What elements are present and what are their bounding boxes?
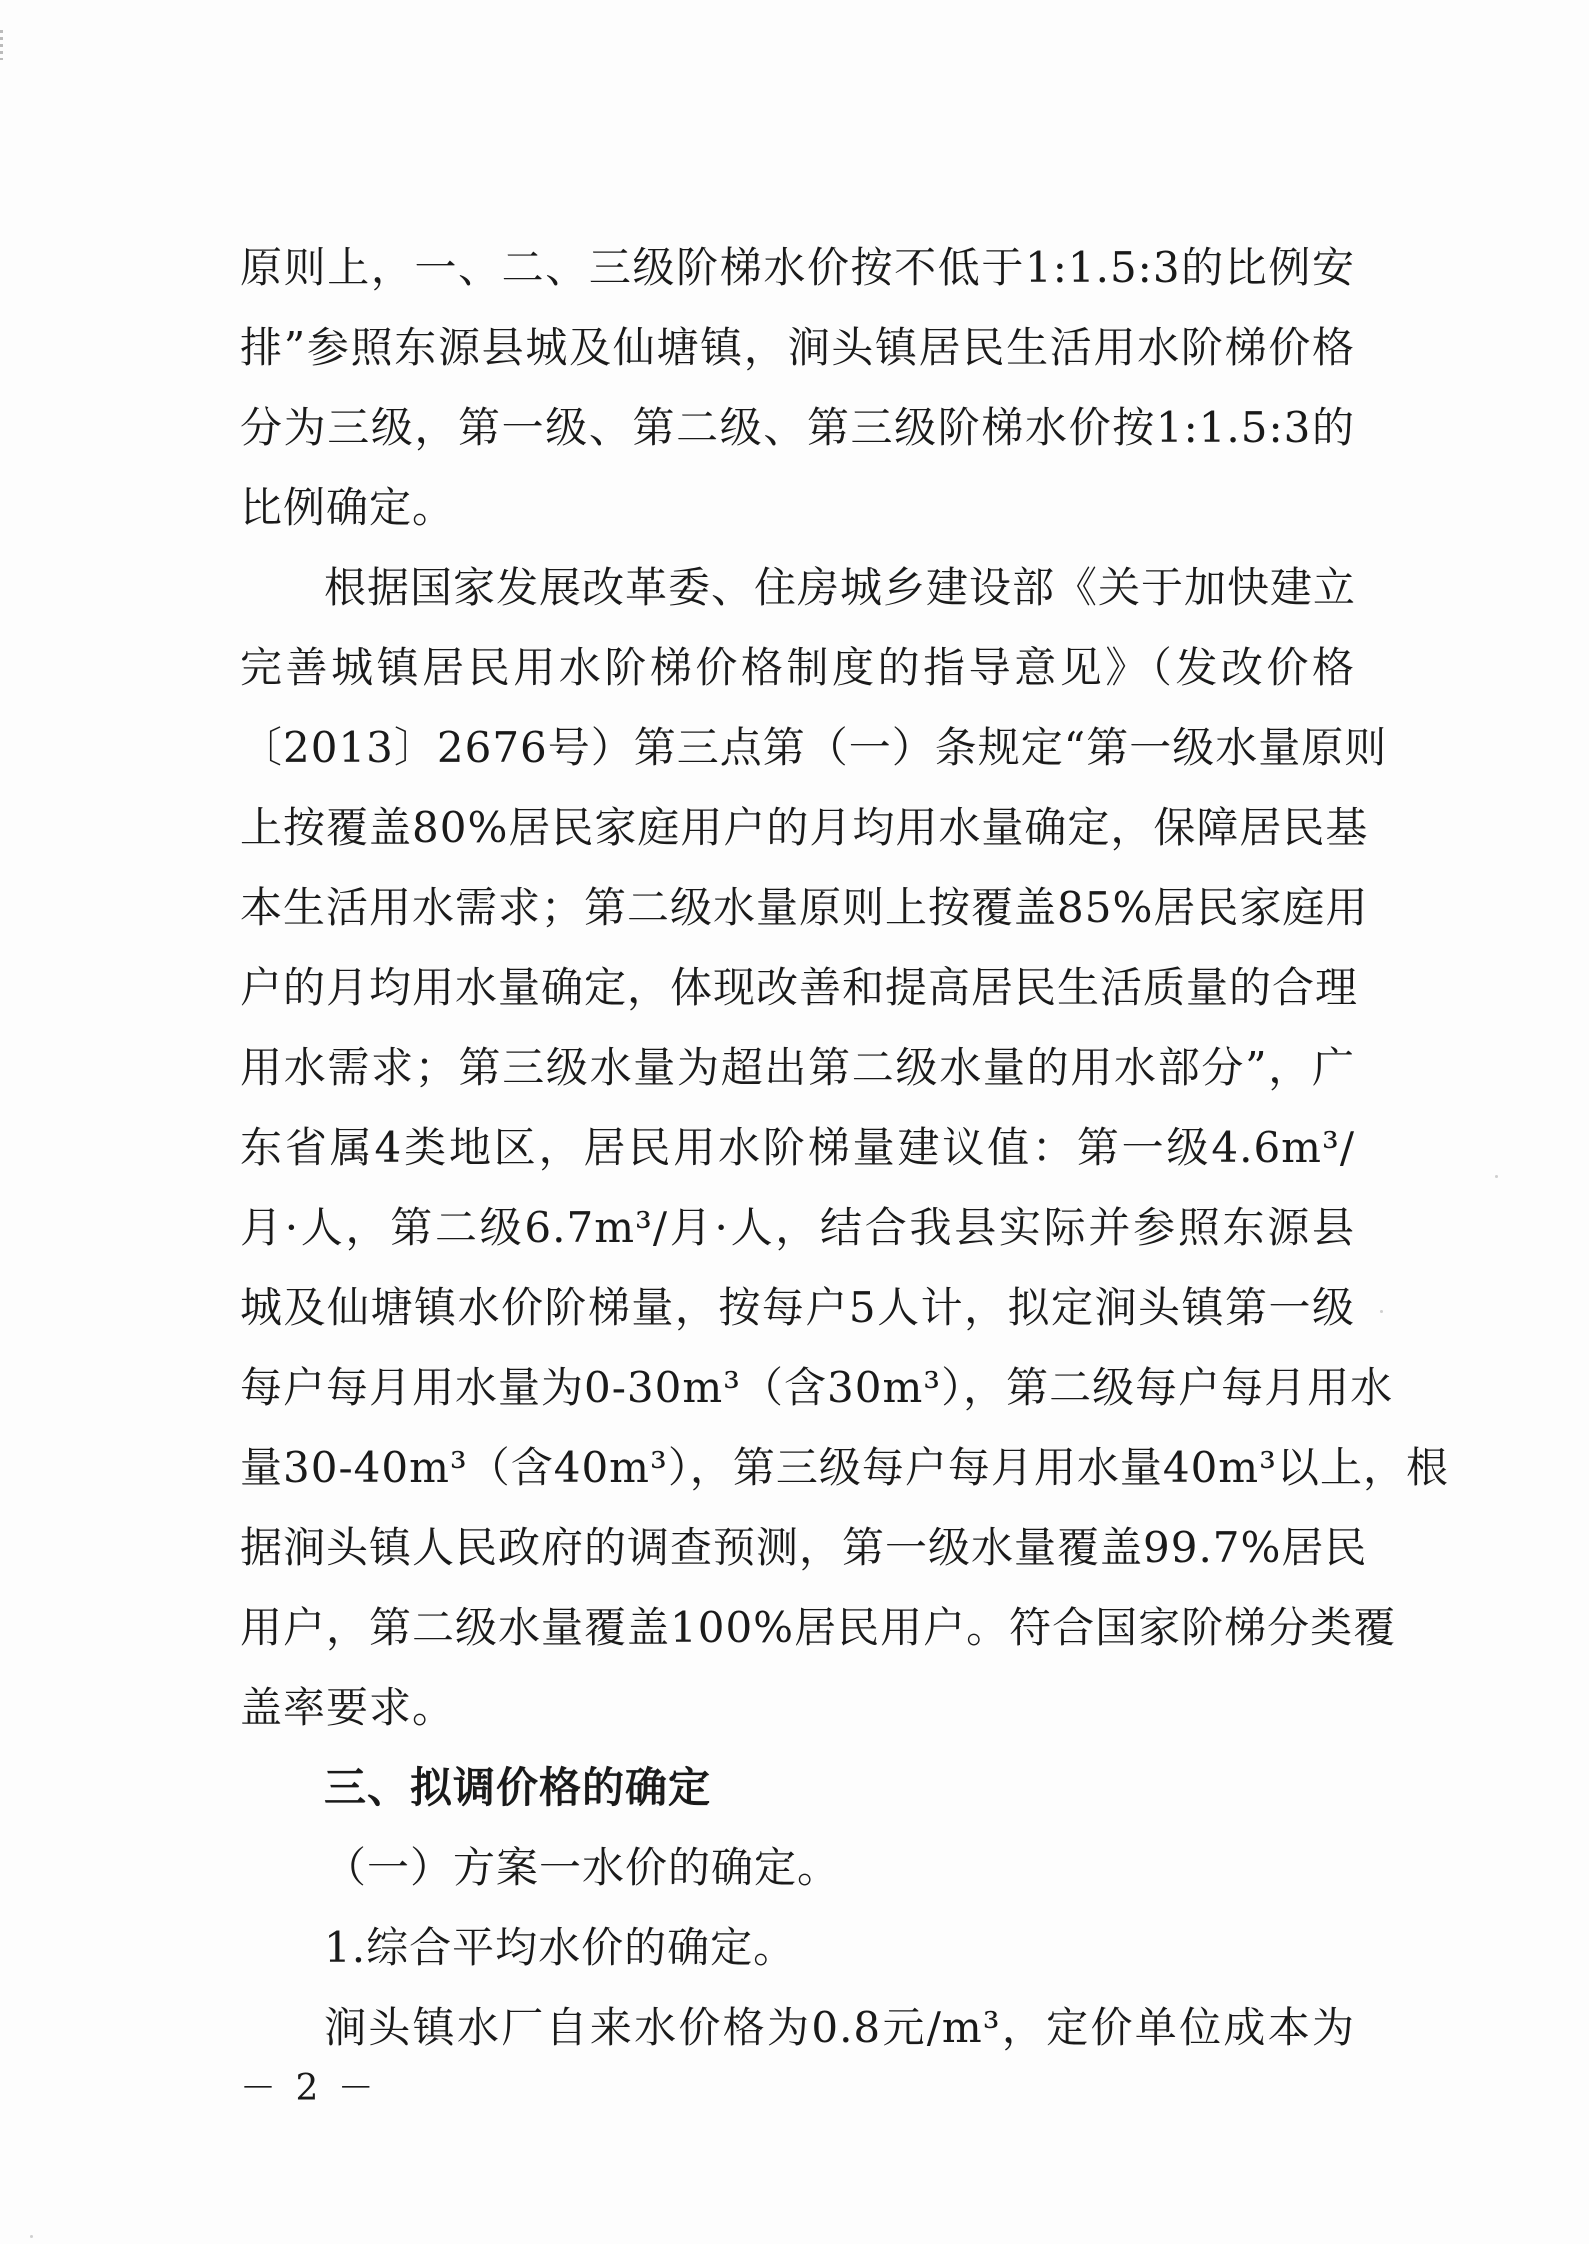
body-line: 比例确定。 <box>240 483 456 532</box>
body-line: 每户每月用水量为0-30m³（含30m³），第二级每户每月用水 <box>240 1363 1394 1412</box>
body-line: 城及仙塘镇水价阶梯量，按每户5人计，拟定涧头镇第一级 <box>240 1283 1355 1332</box>
page-number: － 2 － <box>240 2068 378 2109</box>
paragraph-first-line: 根据国家发展改革委、住房城乡建设部《关于加快建立 <box>324 563 1357 612</box>
scan-speck <box>30 2235 33 2238</box>
item-heading: 1.综合平均水价的确定。 <box>324 1923 797 1972</box>
body-line: 月·人，第二级6.7m³/月·人，结合我县实际并参照东源县 <box>240 1203 1355 1252</box>
body-line: 排”参照东源县城及仙塘镇，涧头镇居民生活用水阶梯价格 <box>240 323 1355 372</box>
scan-edge-mark <box>0 30 3 60</box>
body-line: 东省属4类地区，居民用水阶梯量建议值：第一级4.6m³/ <box>240 1123 1355 1172</box>
scan-speck <box>1380 1310 1383 1313</box>
body-line: 〔2013〕2676号）第三点第（一）条规定“第一级水量原则 <box>240 723 1388 772</box>
body-line: 上按覆盖80%居民家庭用户的月均用水量确定，保障居民基 <box>240 803 1369 852</box>
body-line: 用水需求；第三级水量为超出第二级水量的用水部分”，广 <box>240 1043 1355 1092</box>
body-line: 户的月均用水量确定，体现改善和提高居民生活质量的合理 <box>240 963 1359 1012</box>
body-line: 盖率要求。 <box>240 1683 456 1732</box>
paragraph-first-line: 涧头镇水厂自来水价格为0.8元/m³，定价单位成本为 <box>324 2003 1355 2052</box>
body-line: 量30-40m³（含40m³），第三级每户每月用水量40m³以上，根 <box>240 1443 1449 1492</box>
body-line: 据涧头镇人民政府的调查预测，第一级水量覆盖99.7%居民 <box>240 1523 1368 1572</box>
body-line: 分为三级，第一级、第二级、第三级阶梯水价按1:1.5:3的 <box>240 403 1355 452</box>
subsection-heading: （一）方案一水价的确定。 <box>324 1843 841 1892</box>
body-line: 原则上，一、二、三级阶梯水价按不低于1:1.5:3的比例安 <box>240 243 1355 292</box>
body-line: 完善城镇居民用水阶梯价格制度的指导意见》（发改价格 <box>240 643 1355 692</box>
section-heading: 三、拟调价格的确定 <box>324 1763 712 1812</box>
scan-speck <box>1495 1175 1498 1178</box>
body-line: 本生活用水需求；第二级水量原则上按覆盖85%居民家庭用 <box>240 883 1369 932</box>
body-line: 用户，第二级水量覆盖100%居民用户。符合国家阶梯分类覆 <box>240 1603 1397 1652</box>
